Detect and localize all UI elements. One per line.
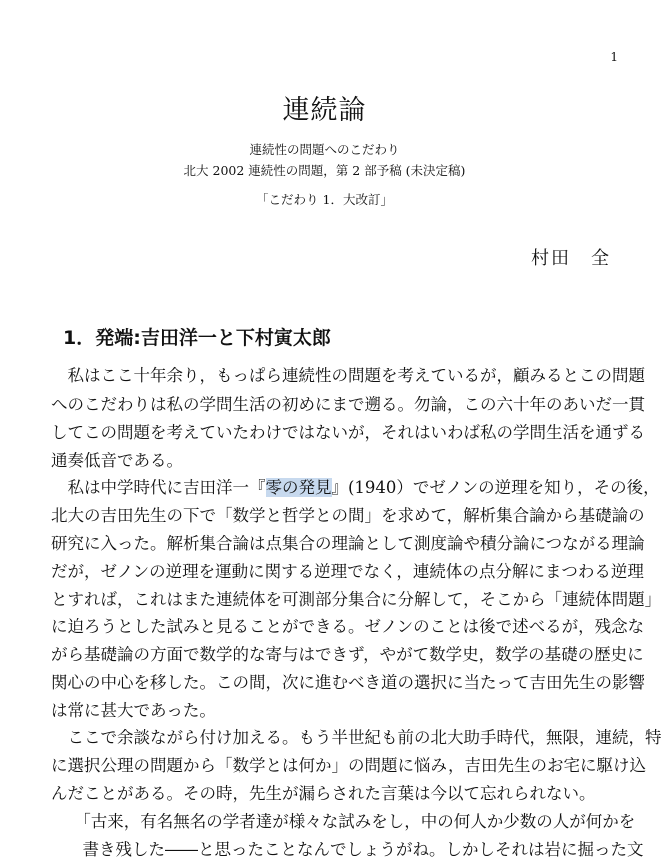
subtitle: 「こだわり 1．大改訂」 (256, 192, 393, 207)
quote-line: 「古来，有名無名の学者達が様々な試みをし，中の何人か少数の人が何かを (66, 812, 636, 831)
body-line: に選択公理の問題から「数学とは何か」の問題に悩み，吉田先生のお宅に駆け込 (51, 756, 646, 775)
body-line: 私はここ十年余り，もっぱら連続性の問題を考えているが，顧みるとこの問題 (51, 366, 645, 385)
body-line (51, 474, 660, 498)
subtitle: 北大 2002 連続性の問題，第 2 部予稿 (未決定稿) (183, 163, 466, 178)
body-line: してこの問題を考えていたわけではないが，それはいわば私の学問生活を通ずる (51, 423, 645, 442)
highlighted-text[interactable]: 零の発見 (265, 478, 332, 497)
body-line: 通奏低音である。 (51, 451, 183, 470)
body-text: 私は中学時代に吉田洋一『 (51, 478, 266, 497)
body-line: だが，ゼノンの逆理を運動に関する逆理でなく，連続体の点分解にまつわる逆理 (51, 562, 644, 581)
body-line: は常に甚大であった。 (51, 701, 216, 720)
page-number: 1 (610, 50, 618, 64)
section-heading: 1．発端:吉田洋一と下村寅太郎 (63, 327, 331, 349)
body-line: 研究に入った。解析集合論は点集合の理論として測度論や積分論につながる理論 (51, 534, 645, 553)
body-line: 関心の中心を移した。この間，次に進むべき道の選択に当たって吉田先生の影響 (51, 673, 645, 692)
body-line: がら基礎論の方面で数学的な寄与はできず，やがて数学史，数学の基礎の歴史に (51, 645, 644, 664)
body-line: に迫ろうとした試みと見ることができる。ゼノンのことは後で述べるが，残念な (51, 617, 645, 636)
body-text: 』(1940）でゼノンの逆理を知り，その後， (331, 478, 660, 497)
body-line: ここで余談ながら付け加える。もう半世紀も前の北大助手時代，無限，連続，特 (51, 728, 662, 747)
body-line: 北大の吉田先生の下で「数学と哲学との間」を求めて，解析集合論から基礎論の (51, 506, 645, 525)
subtitle: 連続性の問題へのこだわり (249, 142, 400, 157)
body-line: とすれば，これはまた連続体を可測部分集合に分解して，そこから「連続体問題」 (51, 590, 662, 609)
author: 村田 全 (531, 248, 611, 269)
body-line: んだことがある。その時，先生が漏らされた言葉は今以て忘れられない。 (51, 784, 596, 803)
quote-line: 書き残した――と思ったことなんでしょうがね。しかしそれは岩に掘った文 (66, 840, 644, 859)
document-title: 連続論 (282, 95, 367, 126)
body-line: へのこだわりは私の学問生活の初めにまで遡る。勿論，この六十年のあいだ一貫 (51, 395, 645, 414)
